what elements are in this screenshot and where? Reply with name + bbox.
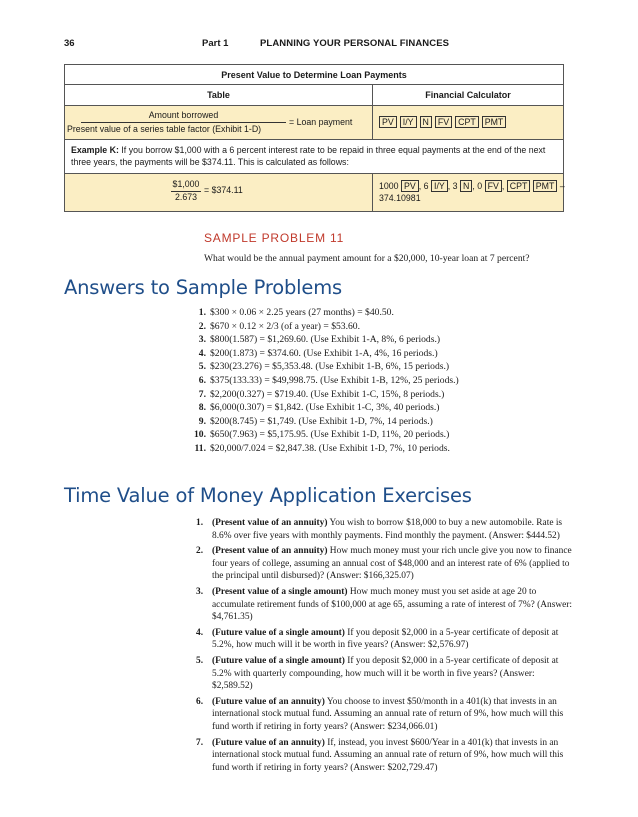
calculator-sequence-result: 374.10981 <box>379 193 421 203</box>
exercise-text: How much money must your rich uncle give you now to finance four years of college, assuming an annual cost of $48,000 and an interest rate of 6% (applied to the principal until disbursed)? (Answer: $166,325.07) <box>212 546 572 582</box>
exercise-type: (Present value of an annuity) <box>212 546 328 557</box>
calc-numerator: $1,000 <box>172 179 200 189</box>
calculator-sequence <box>379 180 565 204</box>
answer-text: $200(8.745) = $1,749. (Use Exhibit 1-D, 7%, 14 periods.) <box>210 415 433 427</box>
chapter-title: PLANNING YOUR PERSONAL FINANCES <box>260 38 450 49</box>
formula-result: = Loan payment <box>289 117 353 127</box>
calculator-key: PV <box>379 116 397 128</box>
answer-item <box>186 415 459 429</box>
calculator-key: CPT <box>507 180 531 192</box>
answer-item <box>186 388 459 402</box>
calculator-key: N <box>420 116 432 128</box>
answer-number: 11. <box>194 442 206 454</box>
page-number: 36 <box>64 38 75 49</box>
answer-item <box>186 442 459 456</box>
answer-number: 8. <box>198 402 206 414</box>
exercise-item <box>196 696 576 734</box>
exercise-item <box>196 737 576 775</box>
calc-result: = $374.11 <box>204 185 243 195</box>
answer-number: 9. <box>198 415 206 427</box>
answer-number: 2. <box>198 320 206 332</box>
answer-text: $2,200(0.327) = $719.40. (Use Exhibit 1-C, 15%, 8 periods.) <box>210 388 445 400</box>
answer-number: 5. <box>198 361 206 373</box>
answer-item <box>186 374 459 388</box>
calculator-cell <box>372 106 563 139</box>
formula-cell <box>65 106 372 139</box>
exercise-type: (Future value of an annuity) <box>212 696 325 707</box>
exercises-list <box>196 517 576 777</box>
calculator-sequence-text: , 3 <box>447 181 460 191</box>
exercise-text: You choose to invest $50/month in a 401(k) that invests in an international stock mutual fund. Assuming an annual rate of return of 9%, how much will this fund worth if retiring in forty years? (Answer: $234,066.01) <box>212 696 564 732</box>
exercise-text: If, instead, you invest $600/Year in a 401(k) that invests in an international stock mutual fund. Assuming an annual rate of return of 9%, how much will this fund worth if retiring in forty years? (Answer: $202,729.47) <box>212 737 564 773</box>
calculator-sequence-line <box>379 181 565 191</box>
exercise-type: (Future value of an annuity) <box>212 737 325 748</box>
example-text: If you borrow $1,000 with a 6 percent interest rate to be repaid in three equal payments at the end of the next three years, the payments will be $374.11. This is calculated as follows: <box>71 145 546 167</box>
sample-problem-title: SAMPLE PROBLEM 11 <box>204 231 345 245</box>
exercise-text: If you deposit $2,000 in a 5-year certificate of deposit at 5.2% with quarterly compounding, how much will it be worth in five years? (Answer: $2,589.52) <box>212 655 559 692</box>
calculator-key: PV <box>401 180 419 192</box>
exercise-number: 5. <box>196 655 204 666</box>
exercise-number: 1. <box>196 518 204 528</box>
answers-heading: Answers to Sample Problems <box>64 276 342 299</box>
exercise-item <box>196 517 576 542</box>
answer-text: $800(1.587) = $1,269.60. (Use Exhibit 1-A, 8%, 6 periods.) <box>210 334 441 346</box>
answers-list <box>186 306 459 456</box>
exercise-number: 2. <box>196 546 204 557</box>
answer-number: 1. <box>198 307 206 318</box>
exercise-number: 4. <box>196 627 204 638</box>
answer-number: 4. <box>198 347 206 359</box>
calculator-sequence-text: 1000 <box>379 181 402 191</box>
answer-text: $6,000(0.307) = $1,842. (Use Exhibit 1-C, 3%, 40 periods.) <box>210 402 440 414</box>
calculator-key: FV <box>485 180 502 192</box>
calculator-key: PMT <box>533 180 558 192</box>
exercise-text: You wish to borrow $18,000 to buy a new automobile. Rate is 8.6% over five years with monthly payments. Find monthly the payment. (Answer: $444.52) <box>212 518 563 541</box>
answer-item <box>186 333 459 347</box>
fraction-bar <box>81 122 286 123</box>
exercise-type: (Future value of a single amount) <box>212 627 345 638</box>
exercise-type: (Present value of an annuity) <box>212 518 328 528</box>
answer-text: $200(1.873) = $374.60. (Use Exhibit 1-A, 4%, 16 periods.) <box>210 347 438 359</box>
answer-text: $300 × 0.06 × 2.25 years (27 months) = $40.50. <box>210 307 394 318</box>
calculator-sequence-text: , 6 <box>418 181 431 191</box>
exercise-item <box>196 655 576 693</box>
answer-item <box>186 347 459 361</box>
exercise-text: If you deposit $2,000 in a 5-year certificate of deposit at 5.2%, how much will it be worth in five years? (Answer: $2,576.97) <box>212 627 559 651</box>
answer-text: $375(133.33) = $49,998.75. (Use Exhibit 1-B, 12%, 25 periods.) <box>210 374 459 386</box>
calculator-key: PMT <box>482 116 507 128</box>
calculator-sequence-text: – <box>557 181 565 191</box>
table-title: Present Value to Determine Loan Payments <box>64 64 564 85</box>
answer-text: $670 × 0.12 × 2/3 (of a year) = $53.60. <box>210 320 360 332</box>
formula-denominator: Present value of a series table factor (Exhibit 1-D) <box>67 124 262 134</box>
calculation-row <box>64 174 564 212</box>
calculator-sequence-cell <box>372 174 563 211</box>
present-value-table <box>64 64 564 212</box>
answer-text: $650(7.963) = $5,175.95. (Use Exhibit 1-D, 11%, 20 periods.) <box>210 429 450 441</box>
part-label: Part 1 <box>202 38 229 49</box>
answer-item <box>186 306 459 320</box>
running-header <box>64 38 584 52</box>
exercise-number: 7. <box>196 737 204 748</box>
answer-number: 10. <box>194 429 206 441</box>
example-row <box>64 140 564 174</box>
calculator-key: I/Y <box>431 180 448 192</box>
exercise-text: How much money must you set aside at age 20 to accumulate retirement funds of $100,000 at age 65, assuming a rate of interest of 7%? (Answer: $4,761.35) <box>212 586 573 623</box>
calculator-sequence-text: , 0 <box>472 181 485 191</box>
answer-number: 3. <box>198 334 206 346</box>
exercises-heading: Time Value of Money Application Exercises <box>64 484 472 507</box>
exercise-type: (Present value of a single amount) <box>212 586 348 597</box>
calculation-cell <box>65 174 372 211</box>
answer-item <box>186 320 459 334</box>
answer-item <box>186 401 459 415</box>
column-header-calculator: Financial Calculator <box>372 85 563 105</box>
calculator-keys <box>379 116 509 128</box>
calculator-key: I/Y <box>400 116 417 128</box>
exercise-number: 3. <box>196 586 204 597</box>
exercise-item <box>196 545 576 583</box>
answer-item <box>186 360 459 374</box>
answer-text: $230(23.276) = $5,353.48. (Use Exhibit 1-B, 6%, 15 periods.) <box>210 361 450 373</box>
example-label: Example K: <box>71 145 119 155</box>
exercise-type: (Future value of a single amount) <box>212 655 345 666</box>
calculator-key: FV <box>435 116 452 128</box>
column-header-table: Table <box>207 90 230 100</box>
answer-number: 7. <box>198 388 206 400</box>
calculator-key: N <box>460 180 472 192</box>
answer-item <box>186 428 459 442</box>
answer-text: $20,000/7.024 = $2,847.38. (Use Exhibit 1-D, 7%, 10 periods. <box>210 442 450 454</box>
formula-numerator: Amount borrowed <box>148 110 219 120</box>
exercise-item <box>196 586 576 624</box>
exercise-number: 6. <box>196 696 204 707</box>
calc-denominator: 2.673 <box>174 192 197 202</box>
table-header-row <box>64 85 564 106</box>
answer-number: 6. <box>198 374 206 386</box>
calculator-key: CPT <box>455 116 479 128</box>
formula-row <box>64 106 564 140</box>
sample-problem-text: What would be the annual payment amount for a $20,000, 10-year loan at 7 percent? <box>204 253 530 264</box>
exercise-item <box>196 627 576 652</box>
calculator-sequence-text: , <box>501 181 507 191</box>
